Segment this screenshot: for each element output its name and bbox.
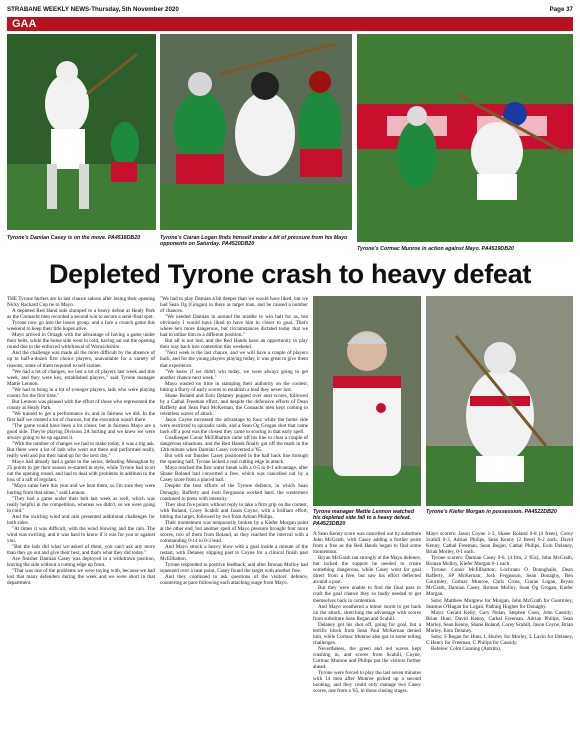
article-paragraph: Mayo scorers: Jason Coyne 1-3, Shane Boland 0-8 (4 frees), Corey Scahill 0-3, Adrian Philips, Sean Kenny (2 frees) 0-2 each, David Kenny, Cathal Freeman, Sean Regan, Cathal Philips, Eoin Delaney, Brian Morley, 0-1 each. <box>426 531 573 556</box>
article-paragraph: "We needed Damian in around the middle to win ball for us, but obviously I would have liked to have him in closer to goal. That's where he's more dangerous, but circumstances dictated today that we had to utilise him in a different position." <box>160 314 308 339</box>
article-paragraph: Mayo arrived in Omagh with the advantage of having a game under their belts, while the home side went in cold, having sat out the opening round due to the enforced withdrawal of Warwickshire. <box>7 332 155 351</box>
photo-kiefer-morgan <box>426 296 573 506</box>
article-paragraph: Mayo reached the first water break with a 0-5 to 0-1 advantage, after Shane Boland had converted a free, which was cancelled out by a Casey score from a placed ball. <box>160 465 308 484</box>
article-paragraph: Their momentum was temporarily broken by a Kiefer Morgan point at the other end, but another spell of Mayo pressure brought four more scores, two of them from Boland, as they reached the interval with a commanding 0-14 to 0-3 lead. <box>160 519 308 544</box>
article-paragraph: Tyrone scorers: Damian Casey 0-6, (4 frm, 2 '65s), John McGrath, Bronan Molloy, Kiefer Morgan 0-1 each <box>426 555 573 568</box>
article-paragraph: Ace finisher Damian Casey was deployed in a withdrawn position, leaving the side without a cutting edge up front. <box>7 556 155 569</box>
photo-caption-2: Tyrone's Ciaran Logan finds himself under a bit of pressure from his Mayo opponents on Saturday. PA4520DB20 <box>160 235 348 248</box>
page-header <box>7 5 573 16</box>
article-paragraph: "We had to play Damian a bit deeper than we would have liked, but we had Sean Og (Grogan) in there as target man, and he caused a number of chances. <box>160 296 308 315</box>
article-paragraph: Despite the best efforts of the Tyrone defence, in which Sean Donaghy, Rafferty and Josh Fergusson worked hard, the westerners continued to press with intensity. <box>160 483 308 502</box>
article-column-1 <box>7 296 155 734</box>
photo-cormac-munroe <box>357 34 573 242</box>
article-paragraph: But they were unable to find the final pass to craft the goal chance they so badly needed to get themselves back in contention. <box>313 585 421 604</box>
article-paragraph: "We trained to get a performance in, and in fairness we did. In the first half we created a lot of chances, but the execution wasn't there. <box>7 410 155 423</box>
article-paragraph: A depleted Red Hand side slumped to a heavy defeat at Healy Park as the Connacht men recorded a second win to secure a semi-final spot. <box>7 308 155 321</box>
photo-caption-5: Tyrone's Kiefer Morgan in possession. PA4522DB20 <box>426 509 557 515</box>
section-bar: GAA <box>7 17 573 31</box>
article-paragraph: And they continued to ask questions of the visitors' defence, countering at pace following each attacking surge from Mayo. <box>160 574 308 587</box>
photo-mattie-lennon <box>313 296 421 506</box>
article-headline: Depleted Tyrone crash to heavy defeat <box>48 259 532 289</box>
article-paragraph: Tyrone now go into the losers group, and a face a crunch game this weekend to keep their title hopes alive. <box>7 320 155 333</box>
article-paragraph: And Mayo struck a heavy blow with a goal inside a minute of the restart, with Delaney slipping past to Coyne for a clinical finish past McEllhatton. <box>160 543 308 563</box>
article-paragraph: Subs: Matthew Mulgrew for Morgan, John McGrath for Goormley, Seamus O'Hagan for Logan, Padraig Hughes for Donaghy. <box>426 597 573 610</box>
article-paragraph: Shane Boland and Eoin Delaney popped over neat scores, followed by a Cathal Freeman effort, and despite the defensive efforts of Dean Rafferty and Sean Paul McKernan, the Connacht men kept coming in relentless waves of attack. <box>160 392 308 417</box>
publication-line: STRABANE WEEKLY NEWS-Thursday, 5th November 2020 <box>7 6 179 13</box>
article-paragraph: "Mayo came here this year and we beat them, so I'm sure they were hurting from that alone," said Lennon. <box>7 483 155 496</box>
article-paragraph: "We had to bring in a lot of younger players, lads who were playing county for the first time." <box>7 386 155 399</box>
article-paragraph: Referee: Colm Cunning (Antrim). <box>431 645 501 652</box>
article-paragraph: Subs: S Regan for Hunt, L Hurley for Morley, L Lavin for Delaney, C Henry for Freeman, C Philips for Cassidy. <box>426 633 573 646</box>
article-column-4 <box>426 531 573 734</box>
article-paragraph: "At times it was difficult, with the wind blowing and the rain. The wind was swirling, and it was hard to know if it was for you or against you. <box>7 525 155 544</box>
article-paragraph: "We knew if we didn't win today, we were always going to get another chance next week." <box>160 368 308 381</box>
article-paragraph: Tyrone responded to positive feedback, and after Bronan Molloy had squeezed over a neat point, Casey found the target with another free. <box>160 562 308 575</box>
article-paragraph: THE Tyrone hurlers are in last chance saloon after losing their opening Nicky Rackard Cup tie to Mayo. <box>7 296 155 309</box>
article-paragraph: But with our finisher Casey positioned in the half back line through the opening half, Tyrone lacked a real cutting edge in attack. <box>160 453 308 466</box>
article-paragraph: Nevertheless, the green and red waves kept crashing in, and scores from Scahill, Coyne, Cormac Munroe and Philips put the visitors further ahead. <box>313 645 421 671</box>
article-paragraph: Mayo had already had a game in the series, defeating Monaghan by 25 points to get their season re-started in style, while Tyrone had to sit out the opening round, and had to deal with problems in addition to the loss of a raft of regulars. <box>7 459 155 484</box>
photo-caption-1: Tyrone's Damian Casey is on the move. PA4518DB20 <box>7 235 141 241</box>
article-paragraph: A Sean Kenny score was cancelled out by substitute John McGrath, with Casey adding a further point from a free as the Red Hands began to find some momentum. <box>313 531 421 556</box>
article-paragraph: "Next week is the last chance, and we will have a couple of players back, and for the young players playing today, it was great to give them that experience. <box>160 350 308 369</box>
article-column-2 <box>160 296 308 734</box>
article-paragraph: "With the number of changes we had to make today, it was a big ask. But there were a lot of lads who went out there and performed really, really well and put their hand up for the next day." <box>7 441 155 460</box>
photo-caption-3: Tyrone's Cormac Munroe in action against Mayo. PA4519DB20 <box>357 246 514 252</box>
article-paragraph: Mayo: Gerald Kelly; Gary Nolan, Stephen Coen, John Cassidy; Brian Hunt, David Kenny, Cathal Freeman, Adrian Philips, Sean Morley, Sean Kenny, Shane Boland, Corey Scahill, Jason Coyne, Brian Morley, Eoin Delaney. <box>426 609 573 634</box>
article-paragraph: Jason Coyne increased the advantage to four, while the home side were restricted to sporadic raids, and a Sean Og Grogan shot that came back off a post was the closest they came to scoring in that early spell. <box>160 416 308 436</box>
photo-ciaran-logan <box>160 34 352 230</box>
article-paragraph: Tyrone were forced to play the last seven minutes with 14 men after Munroe picked up a second booking, and they could only manage two Casey scores, one from a '65, in those closing stages. <box>313 670 421 695</box>
article-paragraph: But Lennon was pleased with the effort of those who represented the county at Healy Park. <box>7 398 155 411</box>
article-paragraph: They shot five points without reply to take a firm grip on the contest, with Boland, Corey Scahill and Jason Coyne, with a brilliant effort, hitting the target, followed by two from Adrian Philips. <box>160 501 308 520</box>
photo-damian-casey <box>7 34 156 230</box>
article-paragraph: "But the lads did what we asked of them, you can't ask any more than they go out and give their best, and that's what they did today." <box>7 543 155 556</box>
article-paragraph: But all is not lost, and the Red Hands have an opportunity to play their way back into contention this weekend. <box>160 338 308 351</box>
article-paragraph: "They had a game under their belt last week as well, which was really helpful in the competition, whereas we didn't, so we were going in cold." <box>7 495 155 514</box>
article-paragraph: Goalkeeper Conor McEllhatton came off his line to clear a couple of dangerous situations, and the Red Hands finally got off the mark in the 12th minute when Damian Casey converted a '65. <box>160 435 308 454</box>
article-paragraph: And the challenge was made all the more difficult by the absence of up to half-a-dozen first choice players, unavailable for a variety of reasons, some of them required to self-isolate. <box>7 350 155 369</box>
article-paragraph: And the swirling wind and rain presented additional challenges for both sides. <box>7 513 155 526</box>
article-paragraph: Tyrone: Conor McEllhatton; Lochrann O Donnghaile, Dean Rafferty, SP McKernan; Josh Fergusson, Sean Donaghy, Ben Goormley, Cormac Munroe, Chris Cross, Ciaran Logan, Bryan McGrath, Damian Casey, Bronan Molloy, Sean Og Grogan, Kiefer Morgan. <box>426 567 573 598</box>
article-paragraph: "The game could have been a lot closer, but in fairness Mayo are a good side. They're playing Division 2A hurling and we knew we were always going to be up against it. <box>7 422 155 442</box>
article-column-3 <box>313 531 421 734</box>
page-number: Page 37 <box>549 6 573 13</box>
photo-caption-4: Tyrone manager Mattie Lennon watched his depleted side fall to a heavy defeat. PA4523DB20 <box>313 509 415 528</box>
article-paragraph: Mayo wasted no time in stamping their authority on the contest, hitting a flurry of early scores to establish a lead they never lost. <box>160 380 308 393</box>
article-paragraph: "We had a lot of changes, we lost a lot of players last week and this week, and they were key, established players," said Tyrone manager Mattie Lennon. <box>7 368 155 387</box>
article-paragraph: Delaney got his shot off, going for goal, but a terrific block from Sean Paul McKernan denied him, while Cormac Munroe also got in some telling challenges. <box>313 621 421 646</box>
article-paragraph: Bryan McGrath ran strongly at the Mayo defence, but lacked the support he needed to create something dangerous, while Casey went for goal direct from a free, but saw his effort deflected around a post. <box>313 555 421 586</box>
article-paragraph: And Mayo weathered a minor storm to get back on the attack, stretching the advantage with scores from substitute Sean Regan and Scahill. <box>313 603 421 622</box>
article-paragraph: "That was one of the problems we were toying with, because we had lost that many defenders during the week and we were short in that department. <box>7 568 155 587</box>
